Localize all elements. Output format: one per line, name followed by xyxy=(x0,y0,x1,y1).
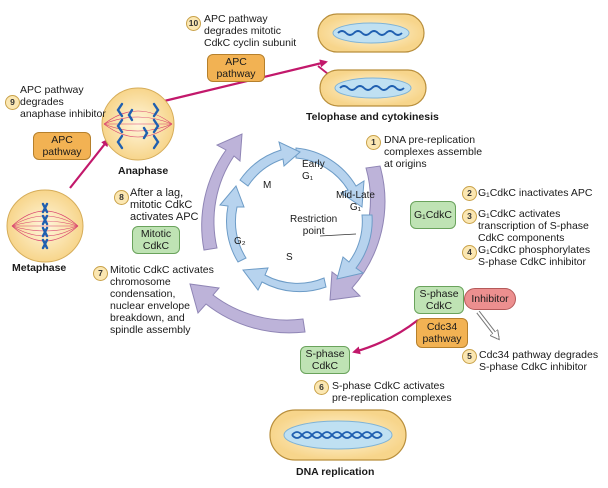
early-g1-label: Early G₁ xyxy=(302,159,325,182)
outer-cycle-arrows xyxy=(190,134,385,333)
inhibitor-box: Inhibitor xyxy=(464,288,516,310)
inner-arrow-g2 xyxy=(220,186,246,262)
sphase-cdkc-top-box: S-phase CdkC xyxy=(414,286,464,314)
dna-replication-cell xyxy=(270,410,406,460)
sphase-activation-arrow xyxy=(354,320,418,352)
s-phase-label: S xyxy=(286,252,293,263)
restriction-point-label: Restriction point xyxy=(290,214,338,237)
apc-pathway-left-box: APC pathway xyxy=(33,132,91,160)
m-phase-label: M xyxy=(263,180,272,191)
step-4-number: 4 xyxy=(462,245,477,260)
step-6-number: 6 xyxy=(314,380,329,395)
step-4-text: G₁CdkC phosphorylates S-phase CdkC inhibitor xyxy=(478,244,591,268)
step-5-text: Cdc34 pathway degrades S-phase CdkC inhibitor xyxy=(479,349,599,373)
mid-late-g1-label: Mid-Late G₁ xyxy=(336,190,375,213)
step-2-text: G₁CdkC inactivates APC xyxy=(478,187,593,199)
inner-arrow-s xyxy=(243,268,326,292)
telophase-label: Telophase and cytokinesis xyxy=(306,111,439,123)
sphase-cdkc-bottom-box: S-phase CdkC xyxy=(300,346,350,374)
step-1-number: 1 xyxy=(366,135,381,150)
telophase-cell-bottom xyxy=(320,70,426,106)
step-10-text: APC pathway degrades mitotic CdkC cyclin subunit xyxy=(204,13,297,49)
g1-cdkc-box: G₁CdkC xyxy=(410,201,456,229)
step-3-text: G₁CdkC activates transcription of S-phase CdkC components xyxy=(478,208,589,244)
cdc34-pathway-box: Cdc34 pathway xyxy=(416,318,468,348)
step-5-number: 5 xyxy=(462,349,477,364)
anaphase-label: Anaphase xyxy=(118,165,169,177)
anaphase-cell xyxy=(102,88,174,160)
step-7-text: Mitotic CdkC activates chromosome condensation, nuclear envelope breakdown, and spindle assembly xyxy=(110,264,214,336)
apc-pathway-top-box: APC pathway xyxy=(207,54,265,82)
step-9-text: APC pathway degrades anaphase inhibitor xyxy=(20,84,106,120)
dna-replication-label: DNA replication xyxy=(296,466,375,478)
step-7-number: 7 xyxy=(93,266,108,281)
step-6-text: S-phase CdkC activates pre-replication complexes xyxy=(332,380,452,404)
metaphase-label: Metaphase xyxy=(12,262,67,274)
inner-arrow-late-g1 xyxy=(337,215,372,279)
telophase-cell-top xyxy=(318,14,424,52)
metaphase-cell xyxy=(7,190,83,262)
step-3-number: 3 xyxy=(462,209,477,224)
step-8-text: After a lag, mitotic CdkC activates APC xyxy=(130,187,199,223)
step-8-number: 8 xyxy=(114,190,129,205)
step-10-number: 10 xyxy=(186,16,201,31)
step-2-number: 2 xyxy=(462,186,477,201)
step-9-number: 9 xyxy=(5,95,20,110)
g2-phase-label: G₂ xyxy=(234,236,246,247)
mitotic-cdkc-box: Mitotic CdkC xyxy=(132,226,180,254)
step-1-text: DNA pre-replication complexes assemble at origins xyxy=(384,134,483,170)
